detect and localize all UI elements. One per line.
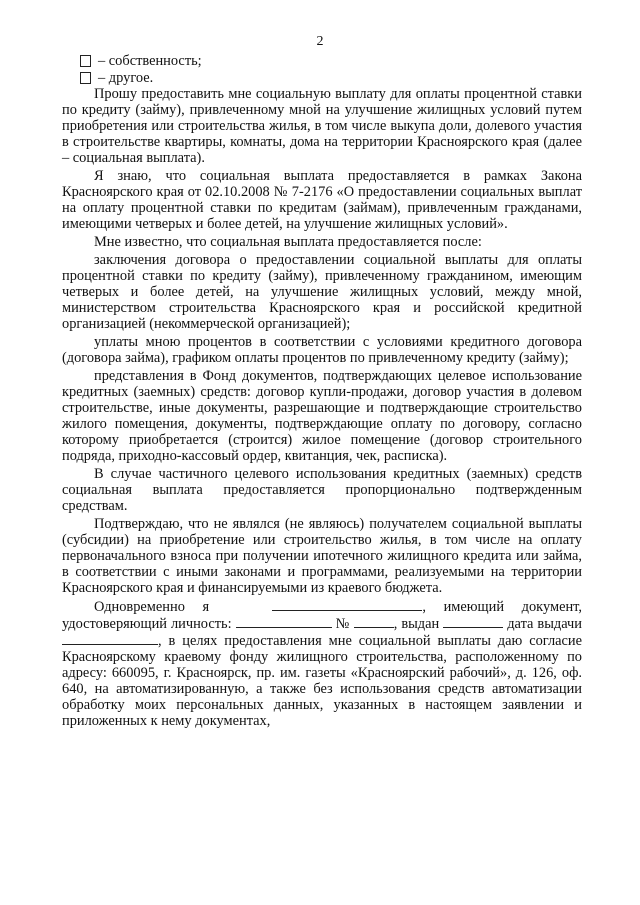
issue-date-blank-field[interactable] [62,632,158,645]
checkbox-icon[interactable] [80,55,91,67]
issued-by-blank-field[interactable] [443,615,503,628]
page-number: 2 [316,34,324,49]
checkbox-option-ownership[interactable] [62,52,582,69]
checkbox-label: – собственность; [98,52,202,69]
paragraph-condition-documents: представления в Фонд документов, подтверждающих целевое использование кредитных (заемных) средств: договор купли-продажи, договор участия в долевом строительстве, иные документы, разрешающие и подтверждающие строительство жилого помещения, документы, подтверждающие оплату по договору, согласно которому приобретается (строится) жилое помещение (договор строительного подряда, приходно-кассовый ордер, квитанция, чек, расписка). [62,368,582,464]
consent-text-3: № [335,616,350,632]
paragraph-confirmation: Подтверждаю, что не являлся (не являюсь) получателем социальной выплаты (субсидии) на приобретение или строительство жилья, в том числе на оплату первоначального взноса при получении ипотечного жилищного кредита или займа, в соответствии с иными законами и программами, реализуемыми на территории Красноярского края и финансируемыми из краевого бюджета. [62,516,582,596]
document-body [62,52,582,731]
document-number-blank-field[interactable] [354,615,394,628]
paragraph-partial-use: В случае частичного целевого использования кредитных (заемных) средств социальная выплата предоставляется пропорционально подтвержденным средствам. [62,466,582,514]
checkbox-label: – другое. [98,69,154,86]
paragraph-request: Прошу предоставить мне социальную выплату для оплаты процентной ставки по кредиту (займу), привлеченному мной на улучшение жилищных условий путем приобретения или строительства жилья, в том числе выкупа доли, долевого участия в строительстве квартиры, комнаты, дома на территории Красноярского края (далее – социальная выплата). [62,86,582,166]
paragraph-law-reference: Я знаю, что социальная выплата предоставляется в рамках Закона Красноярского края от 02.10.2008 № 7-2176 «О предоставлении социальных выплат на оплату процентной ставки по кредитам (займам), привлеченным гражданами, имеющими четверых и более детей, на улучшение жилищных условий». [62,168,582,232]
name-blank-field[interactable] [272,598,422,611]
paragraph-condition-contract: заключения договора о предоставлении социальной выплаты для оплаты процентной ставки по кредиту (займу), привлеченному гражданином, имеющим четверых и более детей, на улучшение жилищных условий, между мной, министерством строительства Красноярского края и российской кредитной организацией (некоммерческой организацией); [62,252,582,332]
paragraph-consent [62,598,582,729]
consent-text-1: Одновременно я [94,599,210,615]
consent-text-5: дата выдачи [507,616,582,632]
document-type-blank-field[interactable] [236,615,332,628]
paragraph-condition-interest: уплаты мною процентов в соответствии с условиями кредитного договора (договора займа), графиком оплаты процентов по привлеченному кредиту (займу); [62,334,582,366]
consent-text-6: , в целях предоставления мне социальной выплаты даю согласие Красноярскому краевому фонду жилищного строительства, расположенному по адресу: 660095, г. Красноярск, пр. им. газеты «Красноярский рабочий», д. 126, оф. 640, на автоматизированную, а также без использования средств автоматизации обработку моих персональных данных, указанных в настоящем заявлении и приложенных к нему документах, [62,633,582,729]
paragraph-conditions-intro: Мне известно, что социальная выплата предоставляется после: [94,234,482,250]
checkbox-option-other[interactable] [62,69,582,86]
consent-text-2: , имеющий документ, удостоверяющий личность: [62,599,582,632]
checkbox-icon[interactable] [80,72,91,84]
consent-text-4: , выдан [393,616,440,632]
